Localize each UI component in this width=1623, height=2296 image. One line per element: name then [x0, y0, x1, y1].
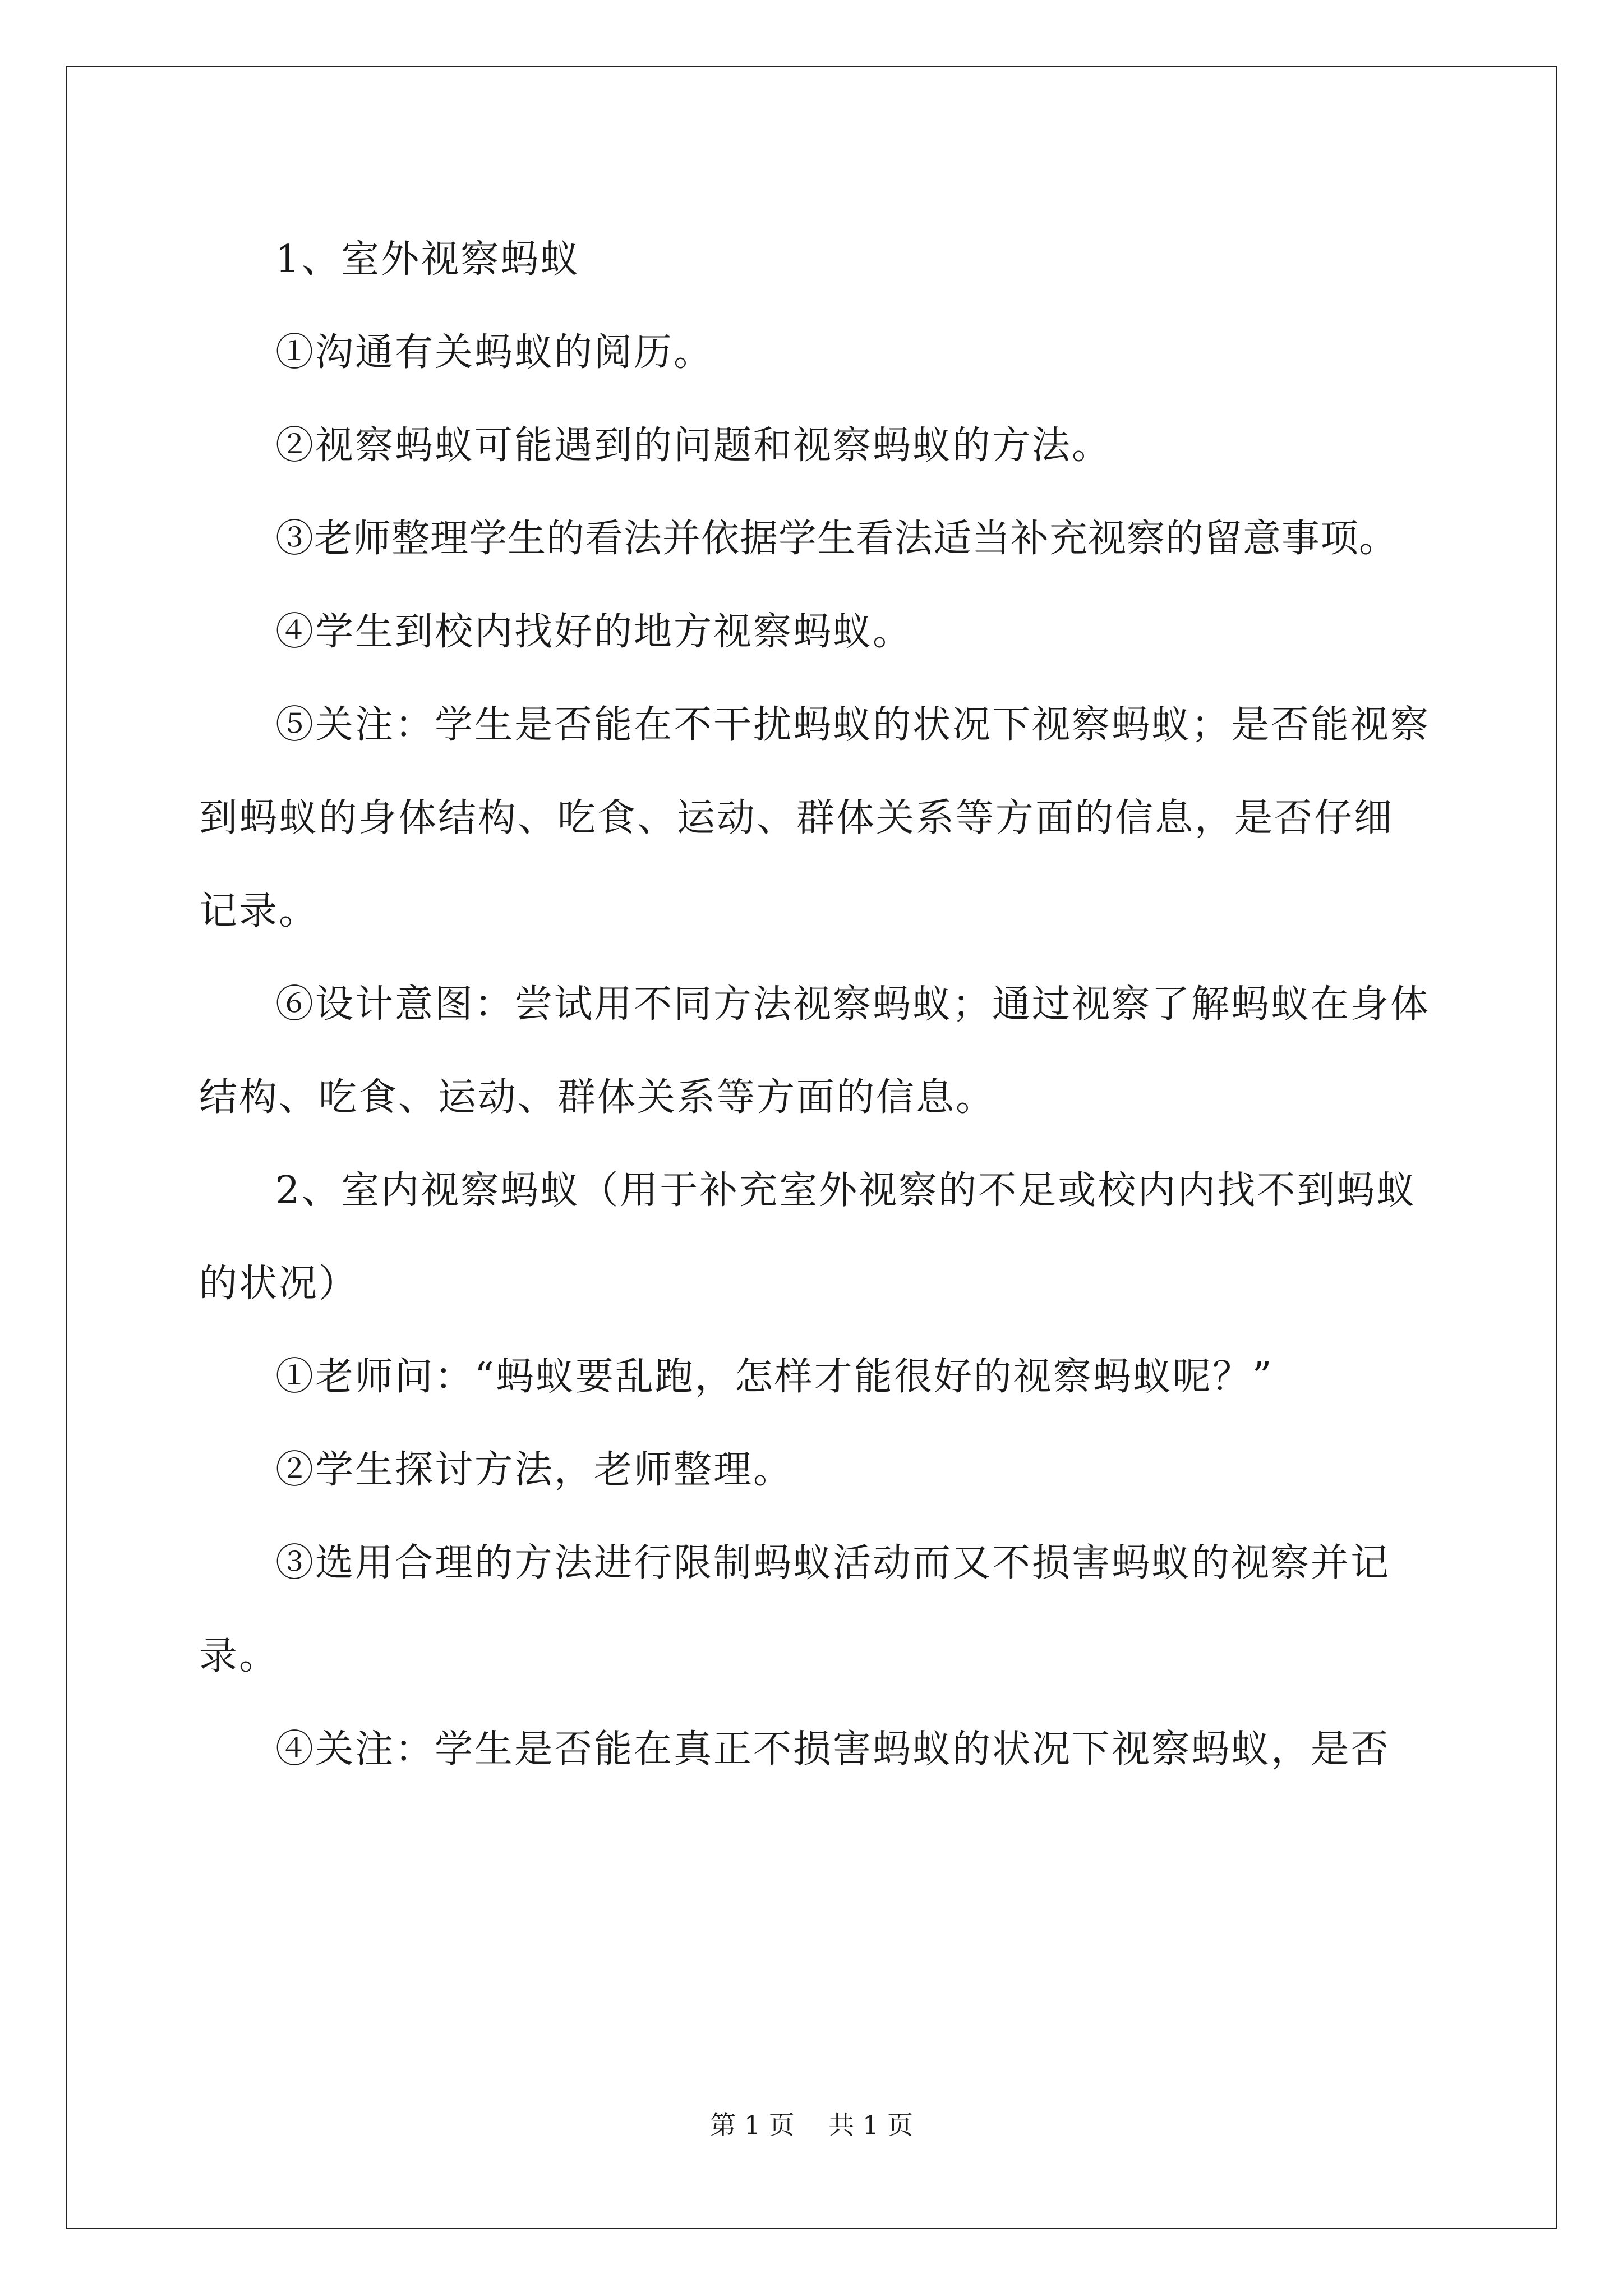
- paragraph-item: ②学生探讨方法，老师整理。: [275, 1448, 794, 1492]
- paragraph-item: ⑤关注：学生是否能在不干扰蚂蚁的状况下视察蚂蚁；是否能视察到蚂蚁的身体结构、吃食、运动、群体关系等方面的信息，是否仔细记录。: [199, 703, 1431, 933]
- paragraph-heading-2: 2、室内视察蚂蚁（用于补充室外视察的不足或校内内找不到蚂蚁的状况）: [199, 1168, 1417, 1306]
- paragraph-item: ①老师问：“蚂蚁要乱跑，怎样才能很好的视察蚂蚁呢？”: [275, 1355, 1274, 1399]
- paragraph-item: ⑥设计意图：尝试用不同方法视察蚂蚁；通过视察了解蚂蚁在身体结构、吃食、运动、群体关系等方面的信息。: [199, 982, 1431, 1120]
- document-body: [199, 213, 1433, 1796]
- page-number-footer: 第 1 页 共 1 页: [710, 2110, 913, 2140]
- paragraph-item: ④学生到校内找好的地方视察蚂蚁。: [275, 610, 913, 654]
- paragraph-item: ③老师整理学生的看法并依据学生看法适当补充视察的留意事项。: [275, 517, 1398, 561]
- paragraph-item: ①沟通有关蚂蚁的阅历。: [275, 330, 714, 375]
- paragraph-item: ③选用合理的方法进行限制蚂蚁活动而又不损害蚂蚁的视察并记录。: [199, 1541, 1391, 1678]
- paragraph-item: ②视察蚂蚁可能遇到的问题和视察蚂蚁的方法。: [275, 424, 1112, 468]
- paragraph-item: ④关注：学生是否能在真正不损害蚂蚁的状况下视察蚂蚁，是否: [275, 1727, 1391, 1772]
- paragraph-heading-1: 1、室外视察蚂蚁: [275, 237, 580, 282]
